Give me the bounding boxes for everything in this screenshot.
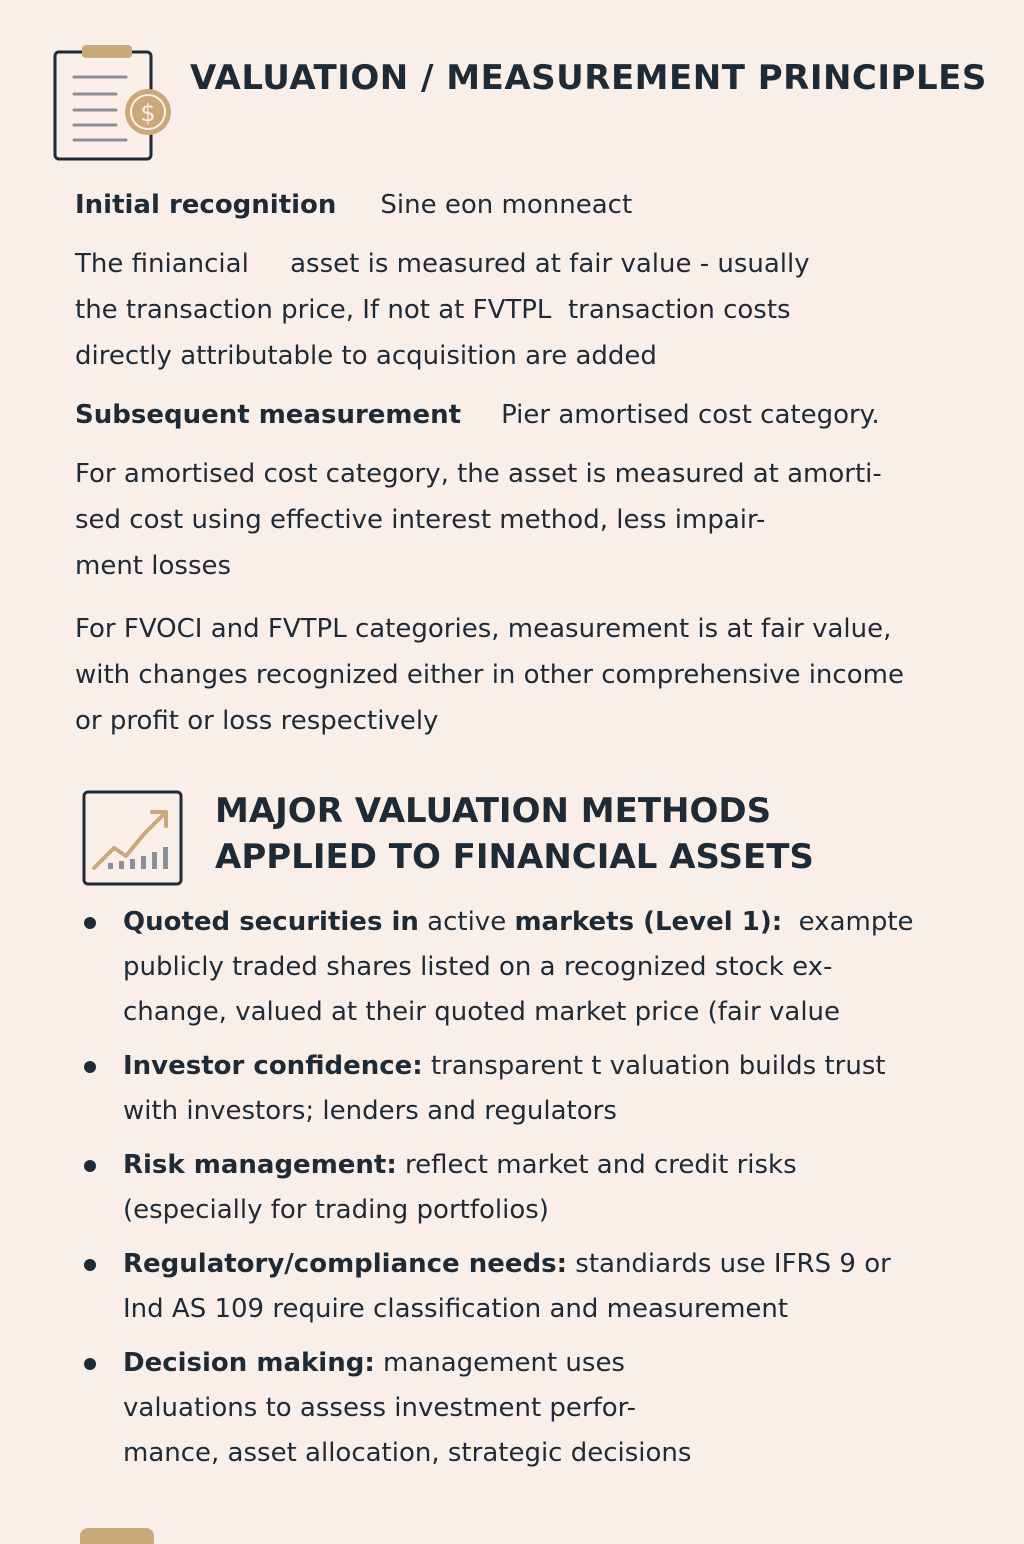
section-title-line: MAJOR VALUATION METHODS	[215, 791, 772, 831]
bottom-clip-decoration	[80, 1528, 154, 1544]
bullet-line: (especially for trading portfolios)	[123, 1195, 549, 1225]
valuation-methods-list	[82, 900, 962, 1485]
bullet-dot	[84, 1061, 96, 1073]
bullet-dot	[84, 1358, 96, 1370]
bullet-first-line	[123, 1242, 962, 1287]
section-header-methods	[82, 788, 962, 888]
bullet-rest: transparent t valuation builds trust	[422, 1051, 886, 1081]
subsequent-measurement-label: Subsequent measurement	[75, 400, 462, 430]
list-item	[82, 900, 962, 1035]
bullet-dot	[84, 1160, 96, 1172]
bullet-line: publicly traded shares listed on a recognized stock ex-	[123, 952, 833, 982]
bullet-line: with investors; lenders and regulators	[123, 1096, 617, 1126]
bullet-lead-2: markets (Level 1):	[514, 907, 783, 937]
bullet-line: Ind AS 109 require classification and measurement	[123, 1294, 789, 1324]
bullet-line: change, valued at their quoted market price (fair value	[123, 997, 841, 1027]
text-line: or profit or loss respectively	[75, 706, 439, 736]
list-item	[82, 1242, 962, 1332]
bullet-dot	[84, 917, 96, 929]
bullet-first-line	[123, 1143, 962, 1188]
bullet-first-line	[123, 1341, 962, 1386]
initial-recognition-text	[75, 241, 955, 379]
list-item	[82, 1341, 962, 1476]
bullet-dot	[84, 1259, 96, 1271]
text-line: the transaction price, If not at FVTPL transaction costs	[75, 295, 791, 325]
initial-recognition-sub: Sine eon monneact	[380, 190, 633, 220]
section-title-line: APPLIED TO FINANCIAL ASSETS	[215, 837, 814, 877]
text-line: directly attributable to acquisition are added	[75, 341, 657, 371]
text-line: ment losses	[75, 551, 232, 581]
initial-recognition-label: Initial recognition	[75, 190, 337, 220]
bullet-line: mance, asset allocation, strategic decisions	[123, 1438, 692, 1468]
list-item	[82, 1143, 962, 1233]
clipboard-dollar-icon	[52, 44, 176, 164]
bullet-lead: Risk management:	[123, 1150, 397, 1180]
amortised-cost-text	[75, 451, 955, 589]
bullet-lead: Regulatory/compliance needs:	[123, 1249, 568, 1279]
svg-text:$: $	[140, 99, 156, 127]
section-title-methods	[215, 788, 814, 880]
initial-recognition-row	[75, 190, 632, 220]
section-title-valuation: VALUATION / MEASUREMENT PRINCIPLES	[190, 58, 987, 98]
bullet-rest: management uses	[374, 1348, 625, 1378]
subsequent-measurement-sub: Pier amortised cost category.	[501, 400, 880, 430]
bullet-first-line	[123, 900, 962, 945]
text-line: with changes recognized either in other comprehensive income	[75, 660, 904, 690]
text-line: sed cost using effective interest method, less impair-	[75, 505, 766, 535]
bullet-mid: active	[418, 907, 515, 937]
bullet-line: valuations to assess investment perfor-	[123, 1393, 637, 1423]
bullet-lead: Decision making:	[123, 1348, 375, 1378]
subsequent-measurement-row	[75, 400, 880, 430]
bullet-rest: standiards use IFRS 9 or	[567, 1249, 891, 1279]
bullet-lead: Quoted securities in	[123, 907, 419, 937]
list-item	[82, 1044, 962, 1134]
section-header-valuation	[52, 44, 987, 164]
growth-chart-icon	[82, 790, 184, 886]
text-line: The finiancial asset is measured at fair value - usually	[75, 249, 810, 279]
bullet-rest: exampte	[782, 907, 914, 937]
bullet-first-line	[123, 1044, 962, 1089]
bullet-lead: Investor confidence:	[123, 1051, 423, 1081]
fair-value-text	[75, 606, 975, 744]
bullet-rest: reflect market and credit risks	[396, 1150, 797, 1180]
text-line: For amortised cost category, the asset is measured at amorti-	[75, 459, 882, 489]
text-line: For FVOCI and FVTPL categories, measurement is at fair value,	[75, 614, 892, 644]
